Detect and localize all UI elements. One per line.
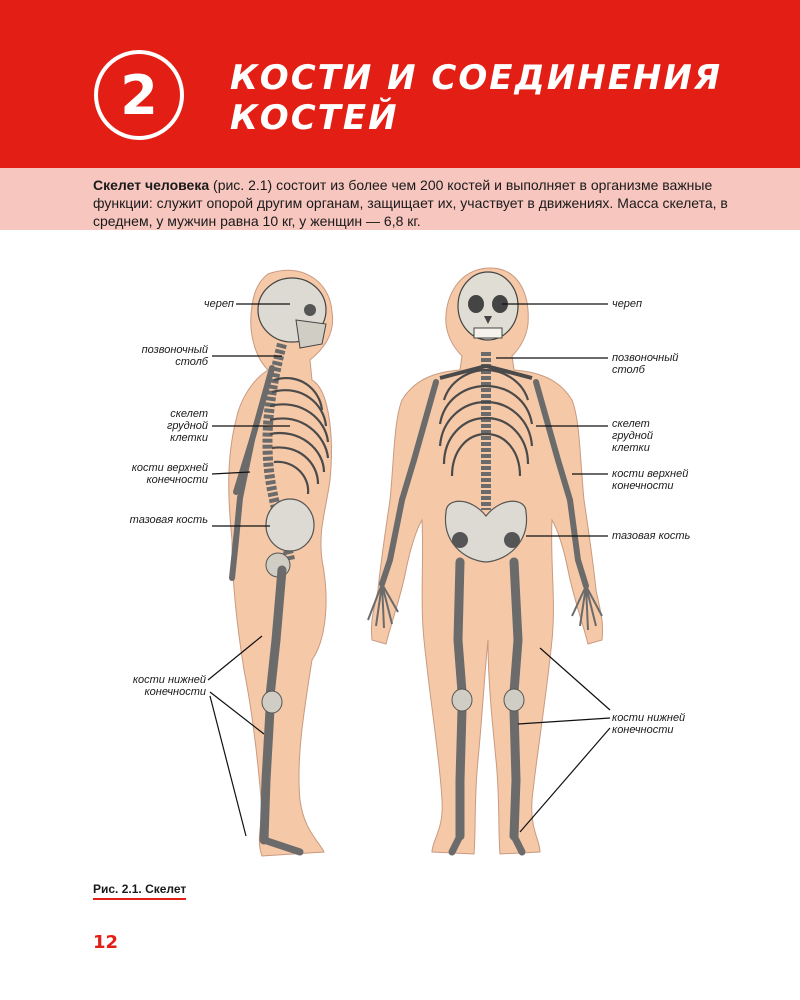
label-right-lower: кости нижней конечности xyxy=(612,712,686,736)
chapter-number-badge xyxy=(94,50,184,140)
label-left-lower: кости нижней конечности xyxy=(132,674,206,698)
figure-caption: Рис. 2.1. Скелет xyxy=(93,882,186,900)
label-right-spine: позвоночный столб xyxy=(612,352,679,376)
intro-band xyxy=(0,168,800,230)
label-right-chest: скелет грудной клетки xyxy=(612,418,654,454)
side-knee xyxy=(262,691,282,713)
chapter-number: 2 xyxy=(120,63,158,127)
skeleton-figure xyxy=(0,240,800,880)
label-left-spine: позвоночный столб xyxy=(141,344,208,368)
label-left-pelvis: тазовая кость xyxy=(129,514,208,526)
skeleton-illustration xyxy=(0,240,800,880)
front-knee-left xyxy=(452,689,472,711)
intro-text: (рис. 2.1) состоит из более чем 200 костей и выполняет в организме важные функции: служит опорой другим органам, защищает их, участвует в движениях. Масса скелета, в среднем, у мужчин равна 10 кг, у женщин — 6,8 кг. xyxy=(93,177,728,229)
chapter-title-line2: КОСТЕЙ xyxy=(230,98,399,138)
label-left-upper: кости верхней конечности xyxy=(131,462,208,486)
chapter-header xyxy=(0,0,800,168)
label-right-skull: череп xyxy=(612,298,643,310)
label-right-upper: кости верхней конечности xyxy=(612,468,689,492)
chapter-title xyxy=(230,58,770,138)
label-left-chest: скелет грудной клетки xyxy=(166,408,208,444)
page-number: 12 xyxy=(93,932,119,953)
label-right-pelvis: тазовая кость xyxy=(612,530,691,542)
front-knee-right xyxy=(504,689,524,711)
front-skull xyxy=(458,272,518,340)
chapter-title-line1: КОСТИ И СОЕДИНЕНИЯ xyxy=(230,58,723,98)
intro-paragraph xyxy=(93,176,733,230)
label-left-skull: череп xyxy=(203,298,234,310)
intro-term: Скелет человека xyxy=(93,177,210,193)
